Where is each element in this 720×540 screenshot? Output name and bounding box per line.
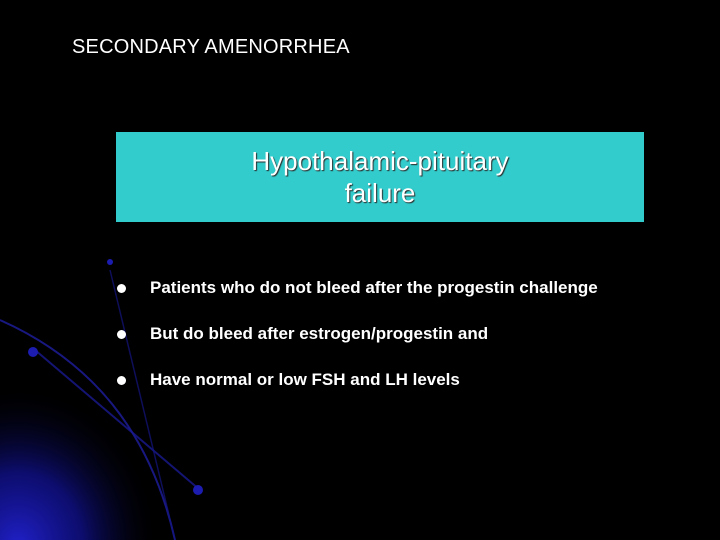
bullet-icon (117, 284, 126, 293)
decor-dot (193, 485, 203, 495)
bullet-text: Have normal or low FSH and LH levels (150, 370, 460, 389)
bullet-icon (117, 330, 126, 339)
decor-dot (107, 259, 113, 265)
bullet-text: But do bleed after estrogen/progestin and (150, 324, 489, 343)
slide-title: SECONDARY AMENORRHEA (72, 36, 350, 58)
bullet-icon (117, 376, 126, 385)
heading-box (116, 132, 644, 222)
bullet-list (116, 279, 648, 389)
decor-dot (28, 347, 38, 357)
bullet-text: Patients who do not bleed after the progestin challenge (150, 278, 598, 297)
bullet-item (116, 371, 648, 389)
bullet-item (116, 279, 648, 297)
heading-box-text: Hypothalamic-pituitary failure (251, 146, 509, 208)
bullet-item (116, 325, 648, 343)
